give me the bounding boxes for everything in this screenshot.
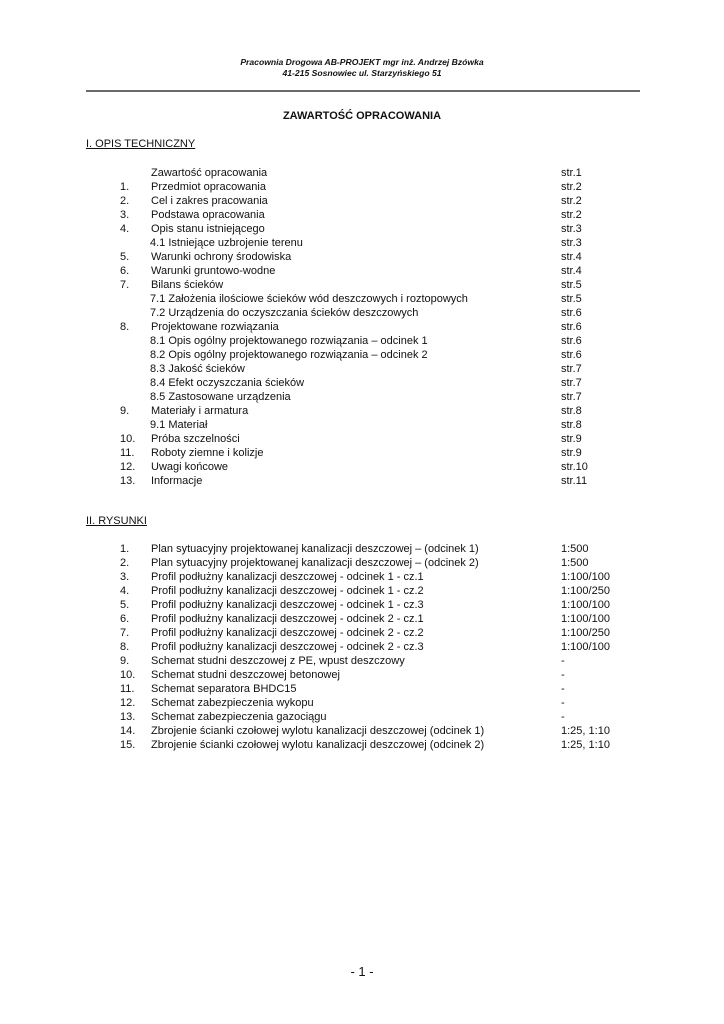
toc-row bbox=[0, 376, 724, 390]
toc-number: 4. bbox=[120, 223, 130, 235]
header-company: Pracownia Drogowa AB-PROJEKT mgr inż. Andrzej Bzówka bbox=[240, 57, 484, 67]
toc-row bbox=[0, 250, 724, 264]
toc-number: 5. bbox=[120, 599, 130, 611]
toc-row bbox=[0, 696, 724, 710]
toc-title: Schemat zabezpieczenia gazociągu bbox=[151, 711, 327, 723]
toc-row bbox=[0, 236, 724, 250]
toc-title: 7.2 Urządzenia do oczyszczania ścieków deszczowych bbox=[150, 307, 419, 319]
page-number: - 1 - bbox=[350, 964, 374, 979]
toc-row bbox=[0, 292, 724, 306]
toc-reference: 1:500 bbox=[561, 543, 589, 555]
toc-reference: str.7 bbox=[561, 377, 582, 389]
toc-title: Plan sytuacyjny projektowanej kanalizacji deszczowej – (odcinek 1) bbox=[151, 543, 479, 555]
toc-number: 9. bbox=[120, 405, 130, 417]
toc-row bbox=[0, 584, 724, 598]
toc-reference: 1:100/250 bbox=[561, 627, 610, 639]
toc-title: Cel i zakres pracowania bbox=[151, 195, 268, 207]
toc-number: 3. bbox=[120, 209, 130, 221]
toc-number: 15. bbox=[120, 739, 136, 751]
header-address: 41-215 Sosnowiec ul. Starzyńskiego 51 bbox=[282, 68, 442, 78]
toc-title: 7.1 Założenia ilościowe ścieków wód deszczowych i roztopowych bbox=[150, 293, 468, 305]
toc-number: 11. bbox=[120, 683, 135, 695]
toc-row bbox=[0, 334, 724, 348]
toc-number: 8. bbox=[120, 641, 130, 653]
toc-reference: str.5 bbox=[561, 279, 582, 291]
toc-reference: str.10 bbox=[561, 461, 588, 473]
toc-reference: 1:25, 1:10 bbox=[561, 725, 610, 737]
toc-reference: - bbox=[561, 697, 565, 709]
toc-row bbox=[0, 348, 724, 362]
toc-title: 4.1 Istniejące uzbrojenie terenu bbox=[150, 237, 303, 249]
toc-title: Informacje bbox=[151, 475, 203, 487]
toc-title: Uwagi końcowe bbox=[151, 461, 229, 473]
toc-title: Warunki ochrony środowiska bbox=[151, 251, 292, 263]
toc-title: Warunki gruntowo-wodne bbox=[151, 265, 276, 277]
toc-reference: - bbox=[561, 711, 565, 723]
toc-number: 8. bbox=[120, 321, 130, 333]
toc-row bbox=[0, 640, 724, 654]
document-header bbox=[0, 57, 724, 79]
toc-reference: str.2 bbox=[561, 181, 582, 193]
section-heading-rysunki: II. RYSUNKI bbox=[86, 515, 147, 527]
toc-reference: 1:100/100 bbox=[561, 599, 610, 611]
toc-row bbox=[0, 570, 724, 584]
toc-reference: str.6 bbox=[561, 335, 582, 347]
toc-number: 6. bbox=[120, 265, 130, 277]
toc-row bbox=[0, 166, 724, 180]
toc-title: Schemat separatora BHDC15 bbox=[151, 683, 297, 695]
toc-number: 12. bbox=[120, 461, 136, 473]
toc-reference: str.6 bbox=[561, 321, 582, 333]
toc-row bbox=[0, 320, 724, 334]
toc-row bbox=[0, 404, 724, 418]
toc-title: Profil podłużny kanalizacji deszczowej - odcinek 1 - cz.2 bbox=[151, 585, 424, 597]
toc-row bbox=[0, 556, 724, 570]
toc-number: 6. bbox=[120, 613, 130, 625]
toc-number: 4. bbox=[120, 585, 130, 597]
toc-title: Profil podłużny kanalizacji deszczowej - odcinek 2 - cz.3 bbox=[151, 641, 424, 653]
toc-row bbox=[0, 390, 724, 404]
toc-reference: 1:100/100 bbox=[561, 571, 610, 583]
toc-title: Schemat studni deszczowej betonowej bbox=[151, 669, 340, 681]
toc-reference: str.7 bbox=[561, 391, 582, 403]
toc-row bbox=[0, 306, 724, 320]
toc-title: Materiały i armatura bbox=[151, 405, 249, 417]
toc-title: Profil podłużny kanalizacji deszczowej - odcinek 2 - cz.2 bbox=[151, 627, 424, 639]
toc-reference: 1:100/100 bbox=[561, 613, 610, 625]
toc-row bbox=[0, 446, 724, 460]
toc-title: Zbrojenie ścianki czołowej wylotu kanalizacji deszczowej (odcinek 1) bbox=[151, 725, 485, 737]
document-title: ZAWARTOŚĆ OPRACOWANIA bbox=[282, 110, 442, 122]
toc-row bbox=[0, 418, 724, 432]
toc-reference: str.6 bbox=[561, 349, 582, 361]
toc-row bbox=[0, 222, 724, 236]
toc-number: 2. bbox=[120, 557, 130, 569]
toc-reference: str.1 bbox=[561, 167, 582, 179]
toc-title: 8.2 Opis ogólny projektowanego rozwiązania – odcinek 2 bbox=[150, 349, 428, 361]
toc-title: 8.1 Opis ogólny projektowanego rozwiązania – odcinek 1 bbox=[150, 335, 428, 347]
toc-reference: 1:100/100 bbox=[561, 641, 610, 653]
toc-number: 13. bbox=[120, 711, 136, 723]
toc-title: Próba szczelności bbox=[151, 433, 240, 445]
toc-reference: str.2 bbox=[561, 195, 582, 207]
toc-title: Profil podłużny kanalizacji deszczowej - odcinek 1 - cz.3 bbox=[151, 599, 424, 611]
toc-row bbox=[0, 710, 724, 724]
toc-row bbox=[0, 278, 724, 292]
toc-title: Schemat zabezpieczenia wykopu bbox=[151, 697, 314, 709]
toc-title: Roboty ziemne i kolizje bbox=[151, 447, 264, 459]
toc-reference: str.9 bbox=[561, 447, 582, 459]
toc-title: 9.1 Materiał bbox=[150, 419, 208, 431]
toc-row bbox=[0, 654, 724, 668]
toc-title: Schemat studni deszczowej z PE, wpust deszczowy bbox=[151, 655, 405, 667]
section-heading-opis: I. OPIS TECHNICZNY bbox=[86, 138, 196, 150]
toc-row bbox=[0, 208, 724, 222]
toc-reference: str.3 bbox=[561, 237, 582, 249]
toc-row bbox=[0, 612, 724, 626]
toc-reference: str.11 bbox=[561, 475, 588, 487]
toc-title: 8.3 Jakość ścieków bbox=[150, 363, 245, 375]
toc-number: 11. bbox=[120, 447, 135, 459]
toc-row bbox=[0, 194, 724, 208]
toc-title: Plan sytuacyjny projektowanej kanalizacji deszczowej – (odcinek 2) bbox=[151, 557, 479, 569]
toc-reference: str.8 bbox=[561, 405, 582, 417]
toc-reference: str.7 bbox=[561, 363, 582, 375]
toc-reference: - bbox=[561, 683, 565, 695]
toc-reference: str.5 bbox=[561, 293, 582, 305]
toc-reference: str.4 bbox=[561, 251, 582, 263]
toc-row bbox=[0, 362, 724, 376]
toc-reference: str.9 bbox=[561, 433, 582, 445]
toc-row bbox=[0, 598, 724, 612]
toc-row bbox=[0, 180, 724, 194]
toc-number: 5. bbox=[120, 251, 130, 263]
toc-number: 14. bbox=[120, 725, 136, 737]
toc-reference: str.4 bbox=[561, 265, 582, 277]
toc-row bbox=[0, 724, 724, 738]
toc-reference: - bbox=[561, 655, 565, 667]
toc-title: Zbrojenie ścianki czołowej wylotu kanalizacji deszczowej (odcinek 2) bbox=[151, 739, 485, 751]
toc-number: 2. bbox=[120, 195, 130, 207]
toc-number: 10. bbox=[120, 433, 136, 445]
toc-row bbox=[0, 682, 724, 696]
toc-row bbox=[0, 474, 724, 488]
toc-row bbox=[0, 626, 724, 640]
toc-reference: str.2 bbox=[561, 209, 582, 221]
toc-title: Profil podłużny kanalizacji deszczowej - odcinek 1 - cz.1 bbox=[151, 571, 424, 583]
toc-reference: 1:100/250 bbox=[561, 585, 610, 597]
header-divider bbox=[86, 90, 640, 92]
toc-title: Projektowane rozwiązania bbox=[151, 321, 279, 333]
toc-number: 9. bbox=[120, 655, 130, 667]
toc-reference: 1:25, 1:10 bbox=[561, 739, 610, 751]
toc-number: 10. bbox=[120, 669, 136, 681]
toc-title: Podstawa opracowania bbox=[151, 209, 265, 221]
toc-title: Przedmiot opracowania bbox=[151, 181, 266, 193]
toc-reference: str.3 bbox=[561, 223, 582, 235]
toc-number: 7. bbox=[120, 279, 130, 291]
toc-reference: 1:500 bbox=[561, 557, 589, 569]
toc-row bbox=[0, 668, 724, 682]
toc-row bbox=[0, 264, 724, 278]
toc-row bbox=[0, 542, 724, 556]
toc-title: Opis stanu istniejącego bbox=[151, 223, 265, 235]
toc-number: 13. bbox=[120, 475, 136, 487]
toc-title: 8.5 Zastosowane urządzenia bbox=[150, 391, 291, 403]
toc-title: Profil podłużny kanalizacji deszczowej - odcinek 2 - cz.1 bbox=[151, 613, 424, 625]
toc-reference: str.8 bbox=[561, 419, 582, 431]
toc-number: 7. bbox=[120, 627, 130, 639]
toc-reference: str.6 bbox=[561, 307, 582, 319]
toc-number: 3. bbox=[120, 571, 130, 583]
toc-row bbox=[0, 738, 724, 752]
toc-number: 1. bbox=[120, 543, 130, 555]
toc-title: 8.4 Efekt oczyszczania ścieków bbox=[150, 377, 305, 389]
toc-title: Zawartość opracowania bbox=[151, 167, 268, 179]
toc-reference: - bbox=[561, 669, 565, 681]
toc-number: 12. bbox=[120, 697, 136, 709]
toc-row bbox=[0, 432, 724, 446]
toc-row bbox=[0, 460, 724, 474]
toc-number: 1. bbox=[120, 181, 130, 193]
toc-title: Bilans ścieków bbox=[151, 279, 224, 291]
